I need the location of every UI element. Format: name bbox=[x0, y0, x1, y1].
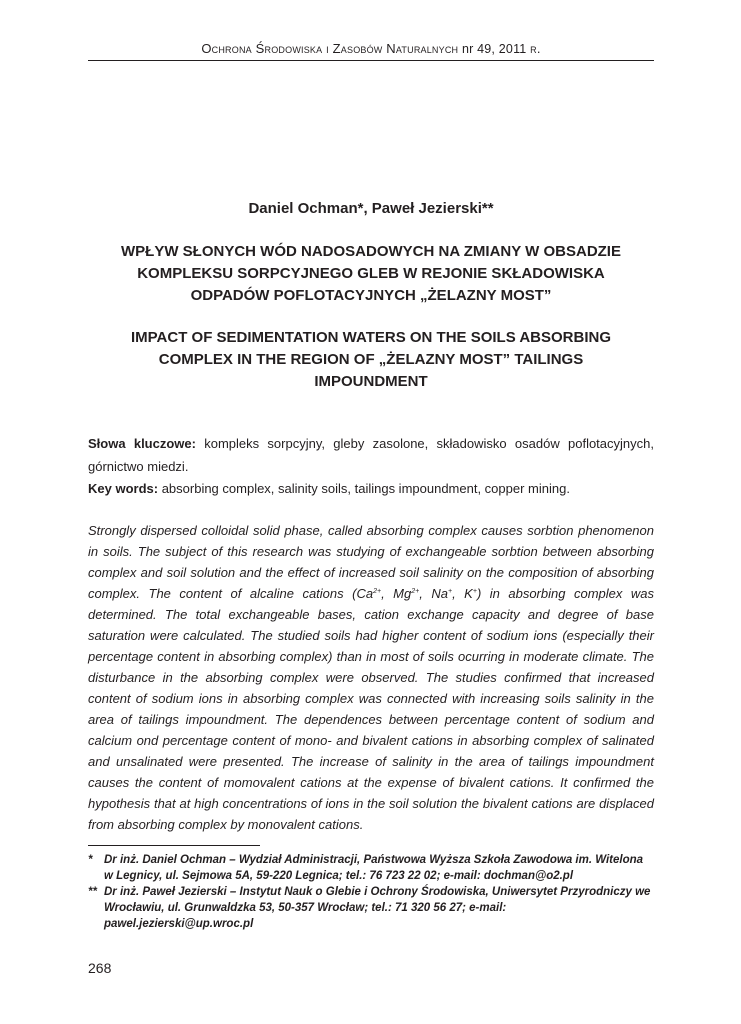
title-polish bbox=[88, 241, 654, 307]
abstract-text: ) in absorbing complex was determined. The total exchangeable bases, cation exchange capacity and degree of base saturation were calculated. The studied soils had higher content of sodium ions (especially their percentage content in absorbing complex) than in most of soils ocurring in moderate climate. The disturbance in the absorbing complex were observed. The studies confirmed that increased content of sodium ions in absorbing complex was connected with increasing soils salinity in the area of tailings impoundment. The dependences between percentage content of sodium and calcium ond percentage content of mono- and bivalent cations in absorbing complex of salinated and unsalinated were presented. The increase of salinity in the area of tailings impoundment causes the content of momovalent cations at the expense of bivalent cations. It confirmed the hypothesis that at high concentrations of ions in the soil solution the bivalent cations are displaced from absorbing complex by monovalent cations. bbox=[88, 586, 654, 832]
keywords-english bbox=[88, 478, 654, 501]
keywords-section bbox=[88, 433, 654, 501]
running-head bbox=[88, 41, 654, 56]
footnote-mark: ** bbox=[88, 886, 97, 898]
title-english bbox=[88, 327, 654, 393]
keywords-pl-text: kompleks sorpcyjny, gleby zasolone, składowisko osadów poflotacyjnych, górnictwo miedzi. bbox=[88, 436, 654, 474]
keywords-polish bbox=[88, 433, 654, 478]
footnote-text: Dr inż. Daniel Ochman – Wydział Administracji, Państwowa Wyższa Szkoła Zawodowa im. Witelona w Legnicy, ul. Sejmowa 5A, 59-220 Legnica; tel.: 76 723 22 02; e-mail: dochman@o2.pl bbox=[104, 854, 644, 882]
abstract-text: , Na bbox=[419, 586, 448, 601]
title-en-line: IMPACT OF SEDIMENTATION WATERS ON THE SOILS ABSORBING bbox=[131, 329, 611, 346]
abstract-text: , K bbox=[452, 586, 473, 601]
charge-superscript: 2+ bbox=[373, 588, 382, 595]
journal-year-suffix: r. bbox=[530, 41, 541, 56]
journal-issue: nr 49, 2011 bbox=[461, 42, 527, 56]
charge-superscript: 2+ bbox=[411, 588, 420, 595]
keywords-en-text: absorbing complex, salinity soils, tailings impoundment, copper mining. bbox=[158, 481, 570, 496]
keywords-en-label: Key words: bbox=[88, 481, 159, 496]
abstract-text: , Mg bbox=[381, 586, 412, 601]
charge-superscript: + bbox=[472, 588, 477, 595]
charge-superscript: + bbox=[447, 588, 453, 595]
keywords-pl-label: Słowa kluczowe: bbox=[88, 436, 196, 451]
title-pl-line: WPŁYW SŁONYCH WÓD NADOSADOWYCH NA ZMIANY W OBSADZIE bbox=[121, 243, 621, 260]
footnote-divider bbox=[88, 845, 260, 846]
footnote-text: Dr inż. Paweł Jezierski – Instytut Nauk o Glebie i Ochrony Środowiska, Uniwersytet Przyrodniczy we Wrocławiu, ul. Grunwaldzka 53, 50-357 Wrocław; tel.: 71 320 56 27; e-mail: pawel.jezierski@up.wroc.pl bbox=[104, 886, 651, 930]
footnote-author-2 bbox=[88, 884, 654, 932]
title-en-line: IMPOUNDMENT bbox=[314, 373, 428, 390]
title-en-line: COMPLEX IN THE REGION OF „ŻELAZNY MOST” TAILINGS bbox=[158, 351, 584, 368]
journal-name: Ochrona Środowiska i Zasobów Naturalnych bbox=[201, 41, 459, 56]
header-divider bbox=[88, 60, 654, 61]
title-pl-line: KOMPLEKSU SORPCYJNEGO GLEB W REJONIE SKŁADOWISKA bbox=[137, 265, 605, 282]
footnote-mark: * bbox=[88, 854, 93, 866]
footnotes bbox=[88, 852, 654, 932]
abstract bbox=[88, 520, 654, 835]
title-pl-line: ODPADÓW POFLOTACYJNYCH „ŻELAZNY MOST” bbox=[190, 287, 552, 304]
page-number: 268 bbox=[88, 960, 112, 976]
abstract-text: Strongly dispersed colloidal solid phase, called absorbing complex causes sorbtion phenomenon in soils. The subject of this research was studying of exchangeable sorbtion between absorbing complex and soil solution and the effect of increased soil salinity on the composition of absorbing complex. The content of alcaline cations (Ca bbox=[88, 523, 654, 601]
authors: Daniel Ochman*, Paweł Jezierski** bbox=[248, 200, 494, 217]
footnote-author-1 bbox=[88, 852, 654, 884]
